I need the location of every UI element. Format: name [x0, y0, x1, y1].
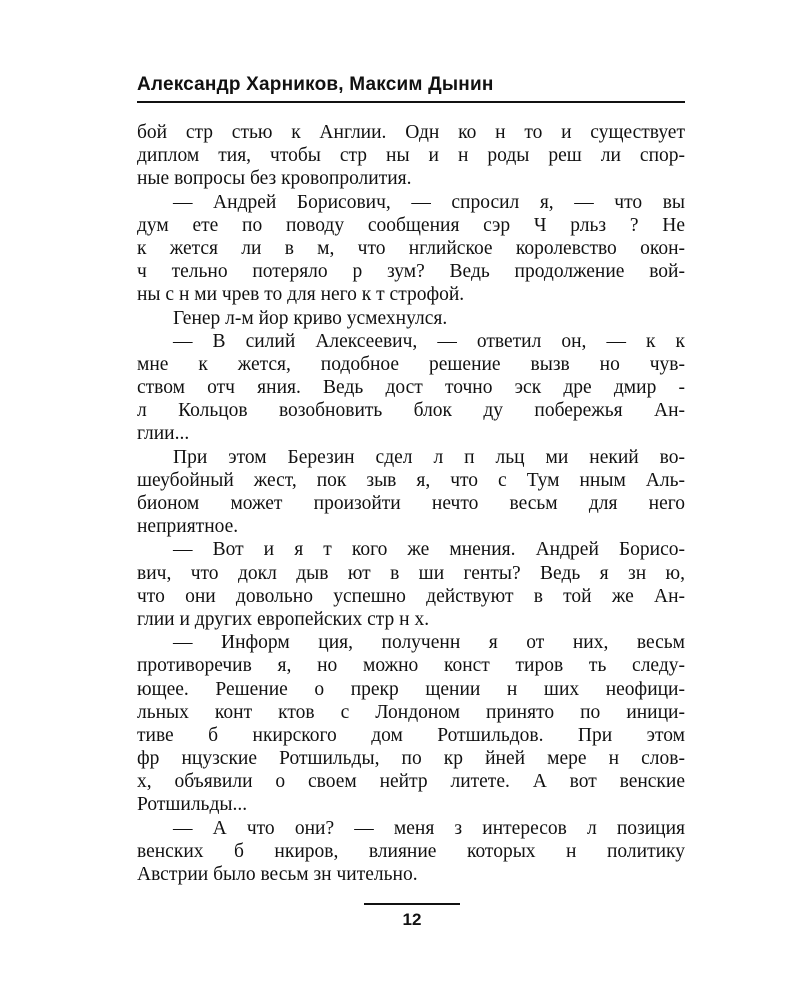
text-line: неприятное.: [137, 516, 239, 538]
text-line: При этом Березин сдел л п льц ми некий во-: [173, 446, 685, 468]
text-line: Австрии было весьм зн чительно.: [137, 864, 418, 885]
text-line: мне к жется, подобное решение вызв но чув-: [137, 353, 685, 375]
text-line: глии и других европейских стр н х.: [137, 608, 430, 630]
text-line: — Информ ция, полученн я от них, весьм: [173, 632, 685, 654]
text-line: — В силий Алексеевич, — ответил он, — к к: [173, 330, 685, 352]
text-line: ные вопросы без кровопролития.: [137, 168, 412, 190]
text-line: Генер л-м йор криво усмехнулся.: [173, 307, 448, 329]
text-line: тиве б нкирского дом Ротшильдов. При этом: [137, 724, 685, 746]
text-line: льных конт ктов с Лондоном принято по иници-: [137, 701, 685, 723]
text-line: вич, что докл дыв ют в ши генты? Ведь я зн ю,: [137, 562, 685, 584]
text-line: что они довольно успешно действуют в той же Ан-: [137, 585, 685, 607]
text-line: ны с н ми чрев то для него к т строфой.: [137, 284, 465, 306]
body-text: [137, 121, 685, 886]
text-line: х, объявили о своем нейтр литете. А вот венские: [137, 771, 685, 793]
text-line: Ротшильды...: [137, 794, 248, 816]
footer-rule: [364, 903, 460, 905]
text-line: дум ете по поводу сообщения сэр Ч рльз ? Не: [137, 214, 685, 236]
text-line: венских б нкиров, влияние которых н политику: [137, 840, 685, 862]
text-line: глии...: [137, 423, 190, 445]
text-line: противоречив я, но можно конст тиров ть следу-: [137, 655, 685, 677]
text-line: — Андрей Борисович, — спросил я, — что вы: [173, 191, 685, 213]
text-line: бионом может произойти нечто весьм для него: [137, 493, 685, 514]
text-line: шеубойный жест, пок зыв я, что с Тум нным Аль-: [137, 469, 685, 491]
text-line: л Кольцов возобновить блок ду побережья Ан-: [137, 400, 685, 422]
text-line: фр нцузские Ротшильды, по кр йней мере н слов-: [137, 748, 685, 770]
text-line: ющее. Решение о прекр щении н ших неофици-: [137, 678, 685, 700]
text-line: диплом тия, чтобы стр ны и н роды реш ли спор-: [137, 145, 685, 167]
text-line: бой стр стью к Англии. Одн ко н то и существует: [137, 122, 685, 143]
running-head-title: Александр Харников, Максим Дынин: [137, 74, 494, 95]
header-rule: [137, 101, 685, 103]
text-line: — А что они? — меня з интересов л позиция: [173, 817, 685, 839]
text-line: к жется ли в м, что нглийское королевство окон-: [137, 237, 685, 259]
page-number: 12: [402, 910, 422, 929]
text-line: ч тельно потеряло р зум? Ведь продолжение вой-: [137, 261, 685, 283]
text-line: ством отч яния. Ведь дост точно эск дре дмир -: [137, 377, 685, 399]
text-line: — Вот и я т кого же мнения. Андрей Борисо-: [173, 539, 685, 561]
